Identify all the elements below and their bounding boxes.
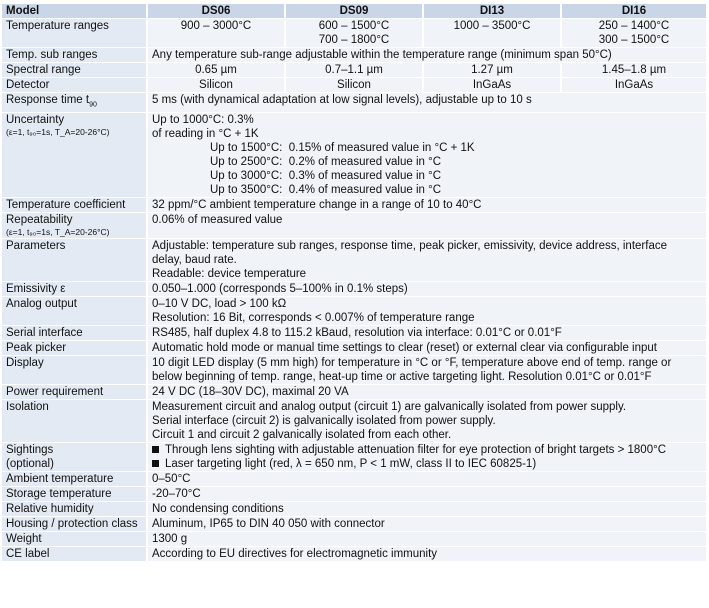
label-sightings: Sightings (optional) — [2, 443, 147, 472]
cell-di13-range: 1000 – 3500°C — [423, 19, 561, 48]
value-isolation: Measurement circuit and analog output (circuit 1) are galvanically isolated from power supply. Serial interface (circuit 2) is galvanically isolated from power supply. Circuit 1 and circuit 2 galvanically isolated from each other. — [147, 400, 706, 443]
cell-detector-ds09: Silicon — [285, 78, 423, 93]
row-temp-sub-ranges — [2, 48, 706, 63]
label-parameters: Parameters — [2, 239, 147, 282]
value-housing: Aluminum, IP65 to DIN 40 050 with connector — [147, 517, 706, 532]
header-model: Model — [2, 4, 147, 19]
label-temperature-ranges: Temperature ranges — [2, 19, 147, 48]
value-parameters: Adjustable: temperature sub ranges, response time, peak picker, emissivity, device address, interface delay, baud rate. Readable: device temperature — [147, 239, 706, 282]
label-ambient-temperature: Ambient temperature — [2, 472, 147, 487]
header-row — [2, 4, 706, 19]
row-serial-interface — [2, 326, 706, 341]
label-detector: Detector — [2, 78, 147, 93]
label-uncertainty: Uncertainty (ε=1, t₉₀=1s, T_A=20-26°C) — [2, 113, 147, 198]
row-housing — [2, 517, 706, 532]
row-emissivity — [2, 282, 706, 297]
value-ambient-temperature: 0–50°C — [147, 472, 706, 487]
row-response-time — [2, 93, 706, 113]
value-uncertainty: Up to 1000°C: 0.3% of reading in °C + 1K Up to 1500°C: 0.15% of measured value in °C + 1K Up to 2500°C: 0.2% of measured value in °C Up to 3000°C: 0.3% of measured value in °C Up to 3500°C: 0.4% of measured value in °C — [147, 113, 706, 198]
row-display — [2, 356, 706, 385]
row-temperature-ranges — [2, 19, 706, 48]
square-bullet-icon — [152, 446, 159, 453]
row-ce-label — [2, 547, 706, 562]
label-response-time: Response time $t_{90}$ — [2, 93, 147, 113]
label-isolation: Isolation — [2, 400, 147, 443]
row-spectral-range — [2, 63, 706, 78]
value-temp-sub-ranges: Any temperature sub-range adjustable within the temperature range (minimum span 50°C) — [147, 48, 706, 63]
label-peak-picker: Peak picker — [2, 341, 147, 356]
row-isolation — [2, 400, 706, 443]
list-item: Laser targeting light (red, λ = 650 nm, P < 1 mW, class II to IEC 60825-1) — [152, 457, 702, 471]
value-storage-temperature: -20–70°C — [147, 487, 706, 502]
row-ambient-temperature — [2, 472, 706, 487]
value-serial-interface: RS485, half duplex 4.8 to 115.2 kBaud, resolution via interface: 0.01°C or 0.01°F — [147, 326, 706, 341]
label-analog-output: Analog output — [2, 297, 147, 326]
header-ds09: DS09 — [285, 4, 423, 19]
label-repeatability: Repeatability (ε=1, t₉₀=1s, T_A=20-26°C) — [2, 213, 147, 239]
cell-di16-range: 250 – 1400°C 300 – 1500°C — [561, 19, 706, 48]
cell-spectral-ds09: 0.7–1.1 µm — [285, 63, 423, 78]
label-serial-interface: Serial interface — [2, 326, 147, 341]
label-temp-sub-ranges: Temp. sub ranges — [2, 48, 147, 63]
header-di16: DI16 — [561, 4, 706, 19]
row-peak-picker — [2, 341, 706, 356]
label-display: Display — [2, 356, 147, 385]
row-power-requirement — [2, 385, 706, 400]
value-weight: 1300 g — [147, 532, 706, 547]
label-spectral-range: Spectral range — [2, 63, 147, 78]
label-housing: Housing / protection class — [2, 517, 147, 532]
cell-spectral-ds06: 0.65 µm — [147, 63, 285, 78]
value-power-requirement: 24 V DC (18–30V DC), maximal 20 VA — [147, 385, 706, 400]
value-peak-picker: Automatic hold mode or manual time settings to clear (reset) or external clear via configurable input — [147, 341, 706, 356]
cell-detector-di16: InGaAs — [561, 78, 706, 93]
header-di13: DI13 — [423, 4, 561, 19]
cell-spectral-di16: 1.45–1.8 µm — [561, 63, 706, 78]
spec-table — [2, 4, 706, 562]
row-uncertainty — [2, 113, 706, 198]
value-ce-label: According to EU directives for electromagnetic immunity — [147, 547, 706, 562]
square-bullet-icon — [152, 460, 159, 467]
value-relative-humidity: No condensing conditions — [147, 502, 706, 517]
label-relative-humidity: Relative humidity — [2, 502, 147, 517]
row-analog-output — [2, 297, 706, 326]
row-sightings — [2, 443, 706, 472]
value-display: 10 digit LED display (5 mm high) for temperature in °C or °F, temperature above end of temp. range or below beginning of temp. range, heat-up time or active targeting light. Resolution 0.01°C or 0.01°F — [147, 356, 706, 385]
label-temperature-coefficient: Temperature coefficient — [2, 198, 147, 213]
row-storage-temperature — [2, 487, 706, 502]
row-parameters — [2, 239, 706, 282]
cell-detector-di13: InGaAs — [423, 78, 561, 93]
label-ce-label: CE label — [2, 547, 147, 562]
value-temperature-coefficient: 32 ppm/°C ambient temperature change in a range of 10 to 40°C — [147, 198, 706, 213]
label-weight: Weight — [2, 532, 147, 547]
row-relative-humidity — [2, 502, 706, 517]
label-storage-temperature: Storage temperature — [2, 487, 147, 502]
value-repeatability: 0.06% of measured value — [147, 213, 706, 239]
cell-ds09-range: 600 – 1500°C 700 – 1800°C — [285, 19, 423, 48]
row-temperature-coefficient — [2, 198, 706, 213]
cell-ds06-range: 900 – 3000°C — [147, 19, 285, 48]
label-emissivity: Emissivity ε — [2, 282, 147, 297]
cell-spectral-di13: 1.27 µm — [423, 63, 561, 78]
value-sightings — [147, 443, 706, 472]
row-repeatability — [2, 213, 706, 239]
value-emissivity: 0.050–1.000 (corresponds 5–100% in 0.1% steps) — [147, 282, 706, 297]
list-item: Through lens sighting with adjustable attenuation filter for eye protection of bright targets > 1800°C — [152, 443, 702, 457]
label-power-requirement: Power requirement — [2, 385, 147, 400]
header-ds06: DS06 — [147, 4, 285, 19]
cell-detector-ds06: Silicon — [147, 78, 285, 93]
value-response-time: 5 ms (with dynamical adaptation at low signal levels), adjustable up to 10 s — [147, 93, 706, 113]
row-detector — [2, 78, 706, 93]
row-weight — [2, 532, 706, 547]
value-analog-output: 0–10 V DC, load > 100 kΩ Resolution: 16 Bit, corresponds < 0.007% of temperature range — [147, 297, 706, 326]
